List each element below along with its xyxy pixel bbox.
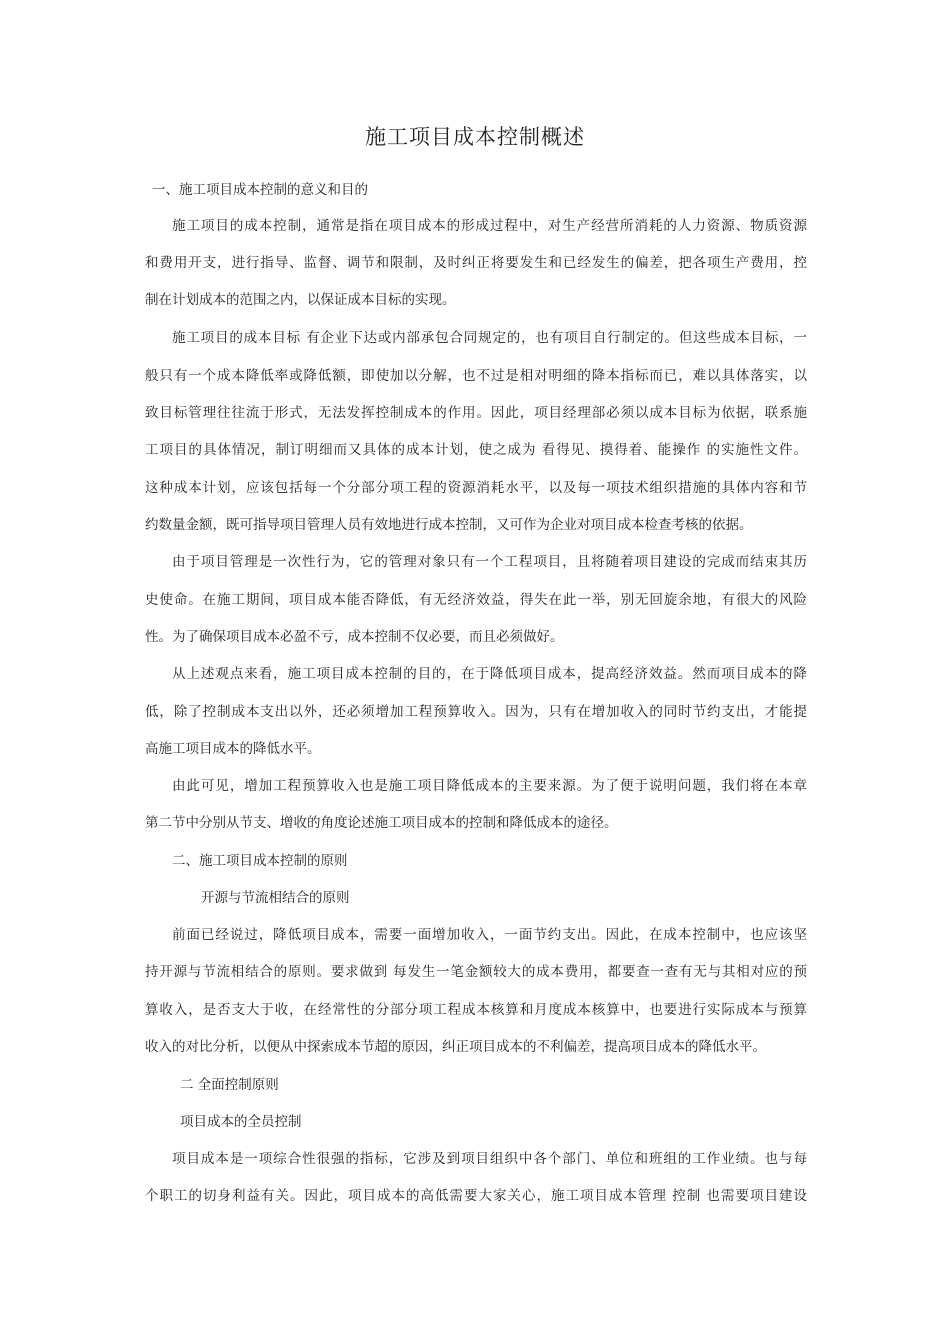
paragraph-line: 施工项目的成本目标 有企业下达或内部承包合同规定的，也有项目自行制定的。但这些成本目标，一 [172,330,807,346]
paragraph-line: 史使命。在施工期间，项目成本能否降低，有无经济效益，得失在此一举，别无回旋余地，有很大的风险 [145,592,807,608]
paragraph-line: 高施工项目成本的降低水平。 [145,741,321,757]
paragraph-line: 第二节中分别从节支、增收的角度论述施工项目成本的控制和降低成本的途径。 [145,815,618,831]
paragraph-line: 这种成本计划，应该包括每一个分部分项工程的资源消耗水平，以及每一项技术组织措施的具体内容和节 [145,480,807,496]
paragraph-line: 个职工的切身利益有关。因此，项目成本的高低需要大家关心，施工项目成本管理 控制 也需要项目建设 [145,1188,807,1204]
paragraph-line: 算收入，是否支大于收，在经常性的分部分项工程成本核算和月度成本核算中，也要进行实际成本与预算 [145,1002,807,1018]
paragraph-line: 项目成本是一项综合性很强的指标，它涉及到项目组织中各个部门、单位和班组的工作业绩。也与每 [172,1151,807,1167]
paragraph-line: 持开源与节流相结合的原则。要求做到 每发生一笔金额较大的成本费用，都要查一查有无与其相对应的预 [145,964,807,980]
subsection-heading: 开源与节流相结合的原则 [201,890,350,906]
subsection-heading: 项目成本的全员控制 [180,1114,302,1130]
paragraph-line: 收入的对比分析，以便从中探索成本节超的原因，纠正项目成本的不利偏差，提高项目成本的降低水平。 [145,1039,766,1055]
paragraph-line: 由此可见，增加工程预算收入也是施工项目降低成本的主要来源。为了便于说明问题，我们将在本章 [172,778,807,794]
paragraph-line: 前面已经说过，降低项目成本，需要一面增加收入，一面节约支出。因此，在成本控制中，也应该坚 [172,927,807,943]
paragraph-line: 由于项目管理是一次性行为，它的管理对象只有一个工程项目，且将随着项目建设的完成而结束其历 [172,554,807,570]
paragraph-line: 工项目的具体情况，制订明细而又具体的成本计划，使之成为 看得见、摸得着、能操作 的实施性文件。 [145,442,807,458]
paragraph-line: 从上述观点来看，施工项目成本控制的目的，在于降低项目成本，提高经济效益。然而项目成本的降 [172,666,807,682]
paragraph-line: 低，除了控制成本支出以外，还必须增加工程预算收入。因为，只有在增加收入的同时节约支出，才能提 [145,704,807,720]
paragraph-line: 致目标管理往往流于形式，无法发挥控制成本的作用。因此，项目经理部必须以成本目标为依据，联系施 [145,405,807,421]
paragraph-line: 般只有一个成本降低率或降低额，即使加以分解，也不过是相对明细的降本指标而已，难以具体落实，以 [145,368,807,384]
paragraph-line: 施工项目的成本控制，通常是指在项目成本的形成过程中，对生产经营所消耗的人力资源、物质资源 [172,218,807,234]
subsection-heading: 二 全面控制原则 [180,1077,279,1093]
section-heading-2: 二、施工项目成本控制的原则 [172,853,348,869]
paragraph-line: 约数量金额，既可指导项目管理人员有效地进行成本控制，又可作为企业对项目成本检查考核的依据。 [145,517,753,533]
section-heading-1: 一、施工项目成本控制的意义和目的 [152,182,368,198]
paragraph-line: 性。为了确保项目成本必盈不亏，成本控制不仅必要，而且必须做好。 [145,629,564,645]
paragraph-line: 制在计划成本的范围之内，以保证成本目标的实现。 [145,292,456,308]
paragraph-line: 和费用开支，进行指导、监督、调节和限制，及时纠正将要发生和已经发生的偏差，把各项生产费用，控 [145,255,807,271]
document-title: 施工项目成本控制概述 [365,125,585,149]
